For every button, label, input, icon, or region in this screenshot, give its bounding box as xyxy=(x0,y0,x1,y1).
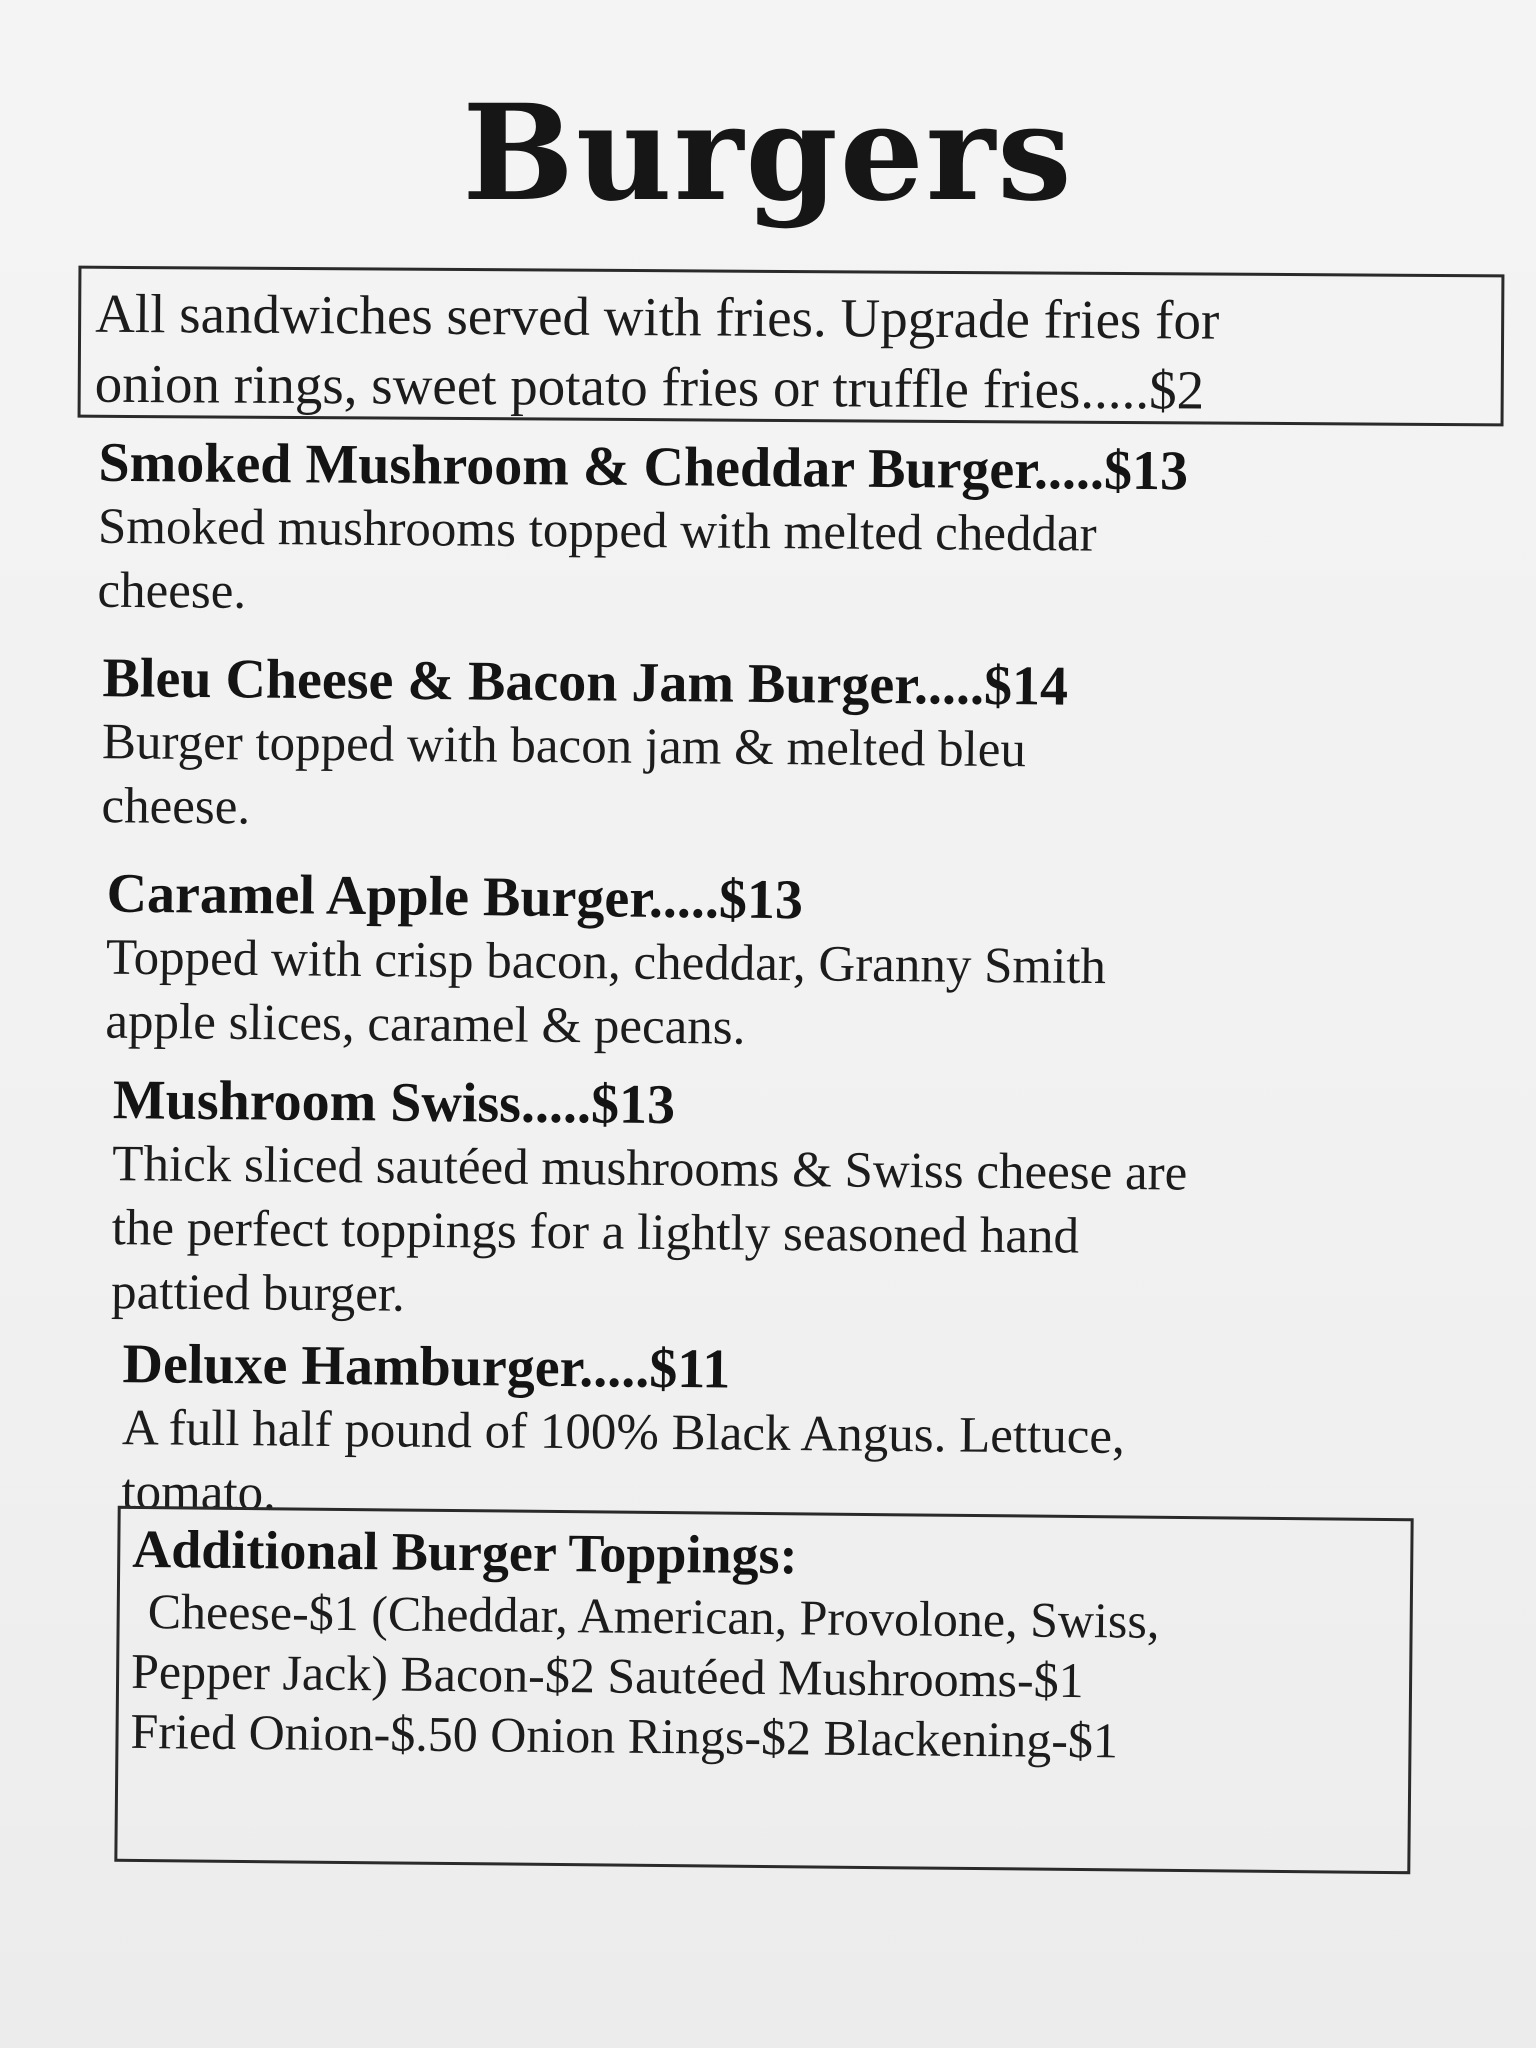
description-line: Burger topped with bacon jam & melted bleu xyxy=(101,714,1027,779)
item-name: Deluxe Hamburger.....$11 xyxy=(122,1333,731,1401)
item-name: Caramel Apple Burger.....$13 xyxy=(106,862,804,932)
toppings-line: Fried Onion-$.50 Onion Rings-$2 Blackening-$1 xyxy=(130,1702,1119,1769)
item-description xyxy=(105,926,1446,1067)
menu-item-mushroom-swiss xyxy=(111,1068,1453,1336)
item-name: Mushroom Swiss.....$13 xyxy=(112,1069,676,1137)
additional-toppings-box xyxy=(114,1506,1413,1874)
menu-title: Burgers xyxy=(462,76,1074,231)
description-line: Thick sliced sautéed mushrooms & Swiss cheese are xyxy=(112,1136,1188,1202)
description-line: the perfect toppings for a lightly seasoned hand xyxy=(111,1200,1080,1265)
menu-item-caramel-apple-burger xyxy=(105,862,1447,1067)
description-line: A full half pound of 100% Black Angus. Lettuce, xyxy=(121,1400,1126,1465)
notice-line: All sandwiches served with fries. Upgrade fries for xyxy=(95,282,1220,351)
fries-notice-box xyxy=(78,266,1505,427)
menu-item-bleu-cheese-bacon-jam-burger xyxy=(101,646,1443,850)
item-description xyxy=(101,710,1442,850)
description-line: tomato. xyxy=(121,1464,277,1522)
item-description xyxy=(111,1132,1453,1336)
description-line: cheese. xyxy=(97,562,247,620)
toppings-line: Pepper Jack) Bacon-$2 Sautéed Mushrooms-$1 xyxy=(130,1642,1084,1709)
description-line: cheese. xyxy=(101,778,251,836)
toppings-title: Additional Burger Toppings: xyxy=(132,1518,798,1586)
description-line: apple slices, caramel & pecans. xyxy=(105,993,746,1056)
item-name: Bleu Cheese & Bacon Jam Burger.....$14 xyxy=(102,647,1069,718)
menu-item-smoked-mushroom-cheddar-burger xyxy=(97,431,1438,634)
toppings-line: Cheese-$1 (Cheddar, American, Provolone, Swiss, xyxy=(147,1583,1160,1649)
description-line: Smoked mushrooms topped with melted cheddar xyxy=(97,498,1097,563)
description-line: Topped with crisp bacon, cheddar, Granny Smith xyxy=(105,929,1107,996)
item-description xyxy=(97,495,1438,634)
menu-item-deluxe-hamburger xyxy=(121,1332,1463,1536)
description-line: pattied burger. xyxy=(110,1264,406,1323)
item-name: Smoked Mushroom & Cheddar Burger.....$13 xyxy=(98,431,1189,503)
notice-line: onion rings, sweet potato fries or truffle fries.....$2 xyxy=(94,352,1205,421)
